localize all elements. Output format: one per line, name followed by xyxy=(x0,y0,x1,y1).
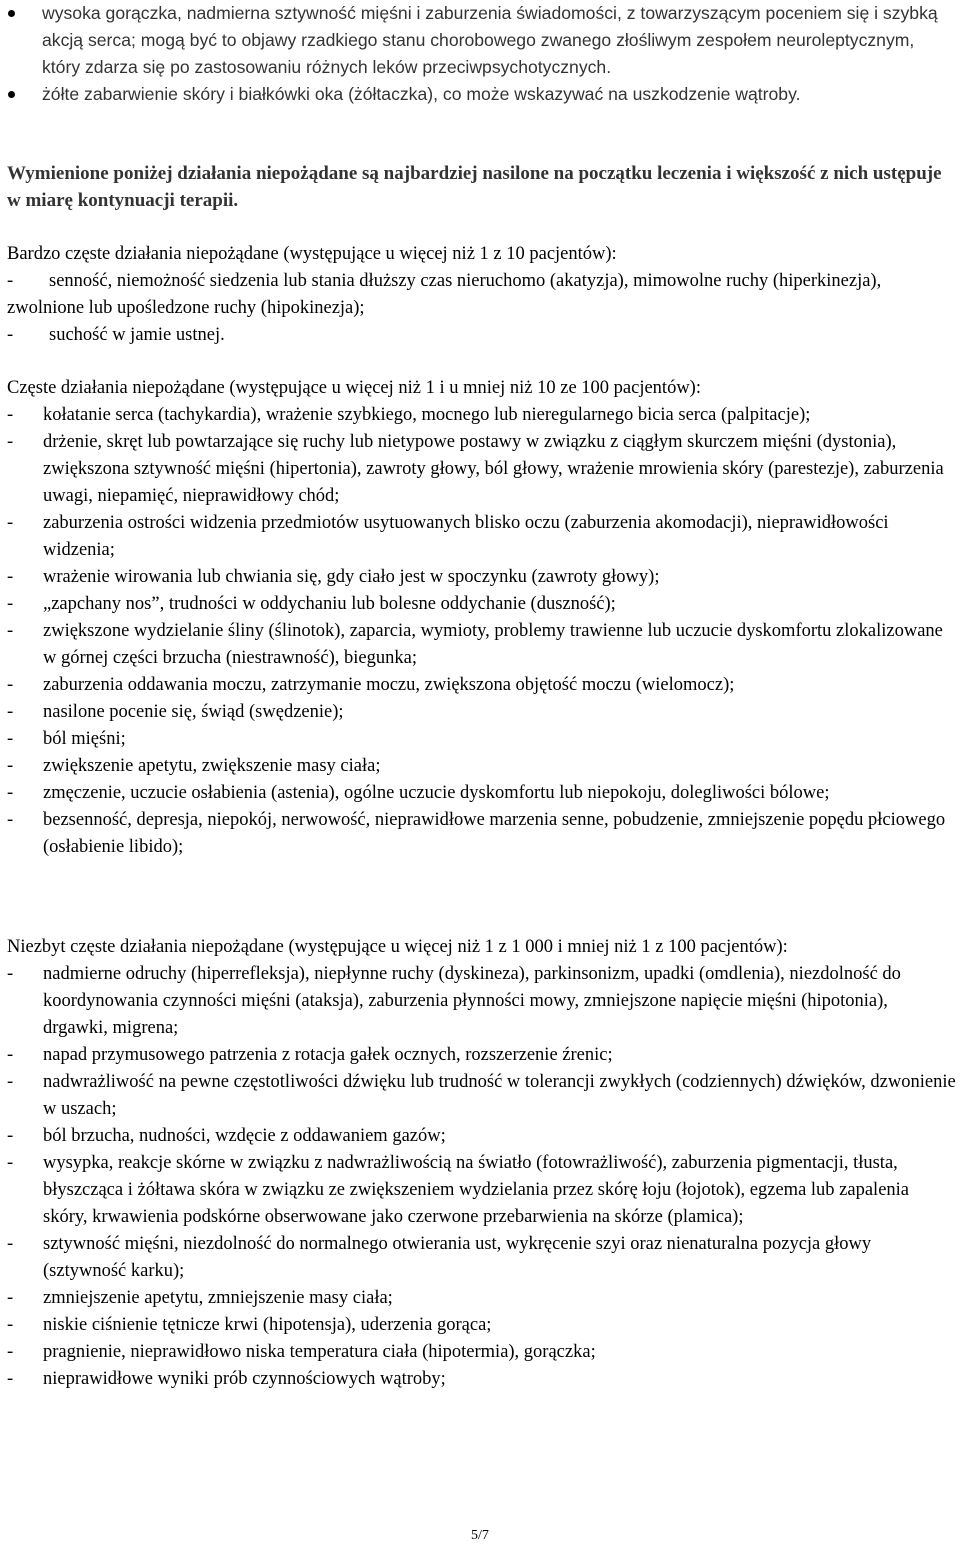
dash-marker: - xyxy=(7,1315,14,1335)
list-item-text: pragnienie, nieprawidłowo niska temperatura ciała (hipotermia), gorączka; xyxy=(43,1342,596,1362)
dash-marker: - xyxy=(7,783,14,803)
list-item xyxy=(7,961,957,1042)
section-heading: Bardzo częste działania niepożądane (występujące u więcej niż 1 z 10 pacjentów): xyxy=(7,244,617,264)
list-item xyxy=(7,618,957,672)
list-item xyxy=(7,1339,957,1366)
dash-marker: - xyxy=(7,1342,14,1362)
dash-marker: - xyxy=(7,567,14,587)
dash-marker: - xyxy=(7,1045,14,1065)
list-item xyxy=(7,402,957,429)
list-item-text: zmęczenie, uczucie osłabienia (astenia), ogólne uczucie dyskomfortu lub niepokoju, dolegliwości bólowe; xyxy=(43,783,830,803)
dash-marker: - xyxy=(7,1369,14,1389)
list-item-text: niskie ciśnienie tętnicze krwi (hipotensja), uderzenia gorąca; xyxy=(43,1315,492,1335)
list-item-text: ból mięśni; xyxy=(43,729,126,749)
list-item xyxy=(7,753,957,780)
bullet-list xyxy=(0,0,960,108)
bold-notice: Wymienione poniżej działania niepożądane są najbardziej nasilone na początku leczenia i większość z nich ustępuje w miarę kontynuacji terapii. xyxy=(7,163,942,211)
list-item-text: bezsenność, depresja, niepokój, nerwowość, nieprawidłowe marzenia senne, pobudzenie, zmniejszenie popędu płciowego (osłabienie libido); xyxy=(43,810,946,857)
list-item-text: „zapchany nos”, trudności w oddychaniu lub bolesne oddychanie (duszność); xyxy=(43,594,616,614)
bullet-dot-icon xyxy=(8,91,15,98)
bullet-text: wysoka gorączka, nadmierna sztywność mięśni i zaburzenia świadomości, z towarzyszącym poceniem się i szybką akcją serca; mogą być to objawy rzadkiego stanu chorobowego zwanego złośliwym zespołem neuroleptycznym, który zdarza się po zastosowaniu różnych leków przeciwpsychotycznych. xyxy=(42,3,938,77)
dash-marker: - xyxy=(7,756,14,776)
list-item xyxy=(7,268,957,322)
dash-marker: - xyxy=(7,729,14,749)
dash-marker: - xyxy=(7,810,14,830)
dash-marker: - xyxy=(7,513,14,533)
list-item-text: senność, niemożność siedzenia lub stania dłuższy czas nieruchomo (akatyzja), mimowolne ruchy (hiperkinezja), zwolnione lub upośledzone ruchy (hipokinezja); xyxy=(7,271,882,318)
list-item xyxy=(7,591,957,618)
dash-marker: - xyxy=(7,1126,14,1146)
list-item xyxy=(7,1366,957,1393)
list-item-text: wrażenie wirowania lub chwiania się, gdy ciało jest w spoczynku (zawroty głowy); xyxy=(43,567,660,587)
list-item xyxy=(7,510,957,564)
list-item xyxy=(7,672,957,699)
dash-marker: - xyxy=(7,964,14,984)
list-item-text: zwiększenie apetytu, zwiększenie masy ciała; xyxy=(43,756,381,776)
list-item xyxy=(7,1231,957,1285)
bullet-item xyxy=(0,81,960,108)
list-item xyxy=(7,1285,957,1312)
dash-marker: - xyxy=(7,1288,14,1308)
list-item xyxy=(7,780,957,807)
section-heading: Niezbyt częste działania niepożądane (występujące u więcej niż 1 z 1 000 i mniej niż 1 z 100 pacjentów): xyxy=(7,937,788,957)
dash-marker: - xyxy=(7,702,14,722)
list-item-text: zwiększone wydzielanie śliny (ślinotok), zaparcia, wymioty, problemy trawienne lub uczucie dyskomfortu zlokalizowane w górnej części brzucha (niestrawność), biegunka; xyxy=(43,621,943,668)
bullet-item xyxy=(0,0,960,81)
list-item-text: zaburzenia oddawania moczu, zatrzymanie moczu, zwiększona objętość moczu (wielomocz); xyxy=(43,675,735,695)
list-item-text: zmniejszenie apetytu, zmniejszenie masy ciała; xyxy=(43,1288,393,1308)
dash-marker: - xyxy=(7,1234,14,1254)
list-item xyxy=(7,322,957,349)
list-item xyxy=(7,1123,957,1150)
list-item-text: wysypka, reakcje skórne w związku z nadwrażliwością na światło (fotowrażliwość), zaburzenia pigmentacji, tłusta, błyszcząca i żółtawa skóra w związku ze zwiększeniem wydzielania przez skórę łoju (łojotok), egzema lub zapalenia skóry, krwawienia podskórne obserwowane jako czerwone przebarwienia na skórze (plamica); xyxy=(43,1153,910,1227)
item-list xyxy=(7,402,957,861)
bullet-dot-icon xyxy=(8,10,15,17)
dash-marker: - xyxy=(7,675,14,695)
list-item xyxy=(7,429,957,510)
list-item xyxy=(7,807,957,861)
list-item xyxy=(7,1069,957,1123)
section-heading: Częste działania niepożądane (występujące u więcej niż 1 i u mniej niż 10 ze 100 pacjentów): xyxy=(7,378,701,398)
list-item xyxy=(7,726,957,753)
list-item-text: suchość w jamie ustnej. xyxy=(49,325,225,345)
bullet-text: żółte zabarwienie skóry i białkówki oka (żółtaczka), co może wskazywać na uszkodzenie wątroby. xyxy=(42,84,801,104)
list-item xyxy=(7,1042,957,1069)
item-list xyxy=(7,268,957,349)
list-item-text: nasilone pocenie się, świąd (swędzenie); xyxy=(43,702,344,722)
list-item-text: sztywność mięśni, niezdolność do normalnego otwierania ust, wykręcenie szyi oraz nienaturalna pozycja głowy (sztywność karku); xyxy=(43,1234,872,1281)
list-item-text: drżenie, skręt lub powtarzające się ruchy lub nietypowe postawy w związku z ciągłym skurczem mięśni (dystonia), zwiększona sztywność mięśni (hipertonia), zawroty głowy, ból głowy, wrażenie mrowienia skóry (parestezje), zaburzenia uwagi, niepamięć, nieprawidłowy chód; xyxy=(43,432,944,506)
section-uncommon xyxy=(7,934,957,1393)
list-item-text: nadwrażliwość na pewne częstotliwości dźwięku lub trudność w tolerancji zwykłych (codziennych) dźwięków, dzwonienie w uszach; xyxy=(43,1072,956,1119)
list-item-text: nieprawidłowe wyniki prób czynnościowych wątroby; xyxy=(43,1369,446,1389)
dash-marker: - xyxy=(7,621,14,641)
list-item-text: kołatanie serca (tachykardia), wrażenie szybkiego, mocnego lub nieregularnego bicia serca (palpitacje); xyxy=(43,405,811,425)
section-very-common xyxy=(7,241,957,349)
list-item-text: ból brzucha, nudności, wzdęcie z oddawaniem gazów; xyxy=(43,1126,446,1146)
list-item xyxy=(7,564,957,591)
list-item xyxy=(7,699,957,726)
dash-marker: - xyxy=(7,432,14,452)
list-item xyxy=(7,1150,957,1231)
dash-marker: - xyxy=(7,1072,14,1092)
page-number: 5/7 xyxy=(471,1528,489,1543)
list-item xyxy=(7,1312,957,1339)
section-common xyxy=(7,375,957,861)
dash-marker: - xyxy=(7,325,14,345)
list-item-text: napad przymusowego patrzenia z rotacja gałek ocznych, rozszerzenie źrenic; xyxy=(43,1045,613,1065)
dash-marker: - xyxy=(7,271,14,291)
dash-marker: - xyxy=(7,1153,14,1173)
dash-marker: - xyxy=(7,405,14,425)
dash-marker: - xyxy=(7,594,14,614)
list-item-text: nadmierne odruchy (hiperrefleksja), niepłynne ruchy (dyskineza), parkinsonizm, upadki (omdlenia), niezdolność do koordynowania czynności mięśni (ataksja), zaburzenia płynności mowy, zmniejszone napięcie mięśni (hipotonia), drgawki, migrena; xyxy=(43,964,901,1038)
item-list xyxy=(7,961,957,1393)
list-item-text: zaburzenia ostrości widzenia przedmiotów usytuowanych blisko oczu (zaburzenia akomodacji), nieprawidłowości widzenia; xyxy=(43,513,889,560)
